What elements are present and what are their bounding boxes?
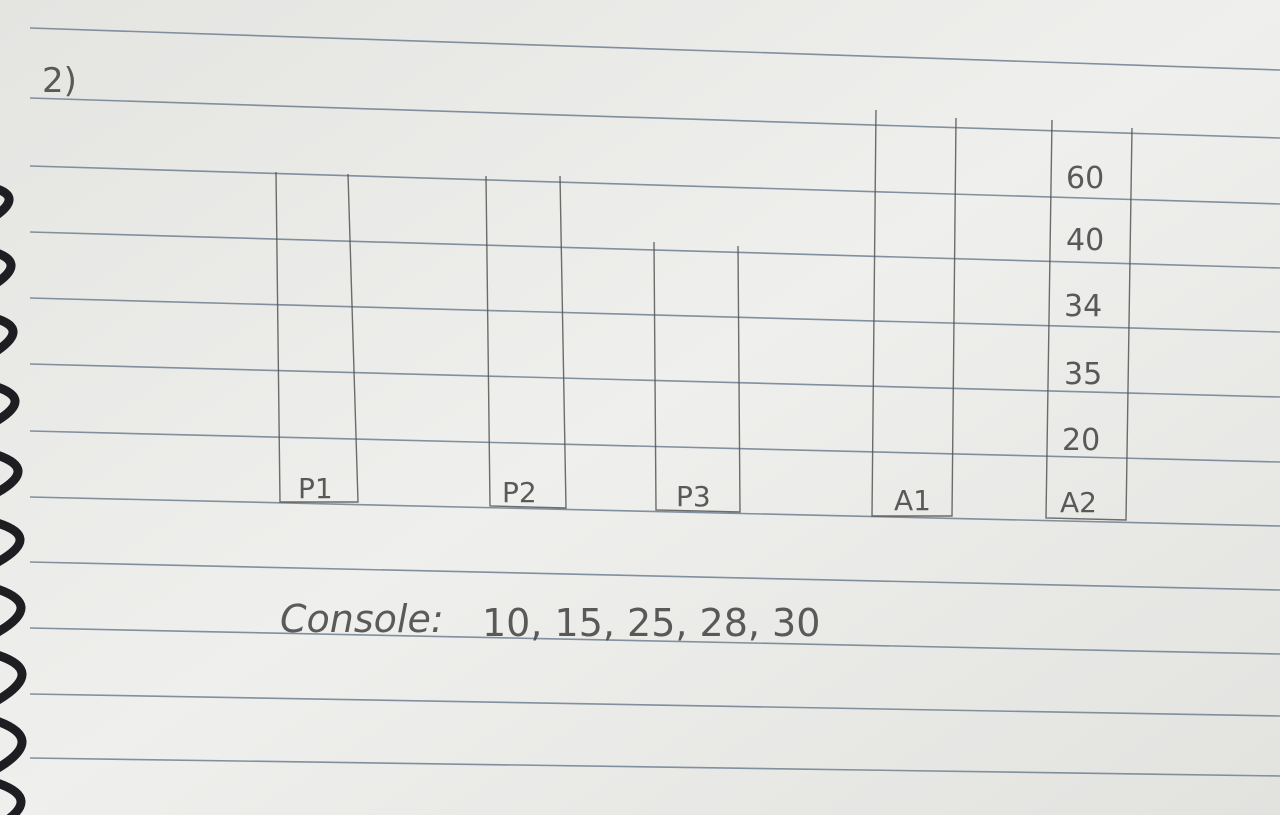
stack-a2-value: 20: [1062, 423, 1101, 458]
stack-label-a1: A1: [894, 484, 931, 517]
console-label: Console:: [280, 597, 444, 641]
stack-label-p2: P2: [502, 476, 537, 509]
stack-label-p1: P1: [298, 472, 333, 505]
question-number: 2): [42, 61, 77, 101]
stack-a2-value: 34: [1064, 289, 1103, 324]
console-values: 10, 15, 25, 28, 30: [482, 601, 821, 645]
stack-a2-value: 40: [1066, 223, 1105, 258]
stack-label-a2: A2: [1060, 486, 1097, 519]
stack-a2-value: 35: [1064, 357, 1103, 392]
stack-a2-value: 60: [1066, 161, 1105, 196]
stack-label-p3: P3: [676, 480, 711, 513]
